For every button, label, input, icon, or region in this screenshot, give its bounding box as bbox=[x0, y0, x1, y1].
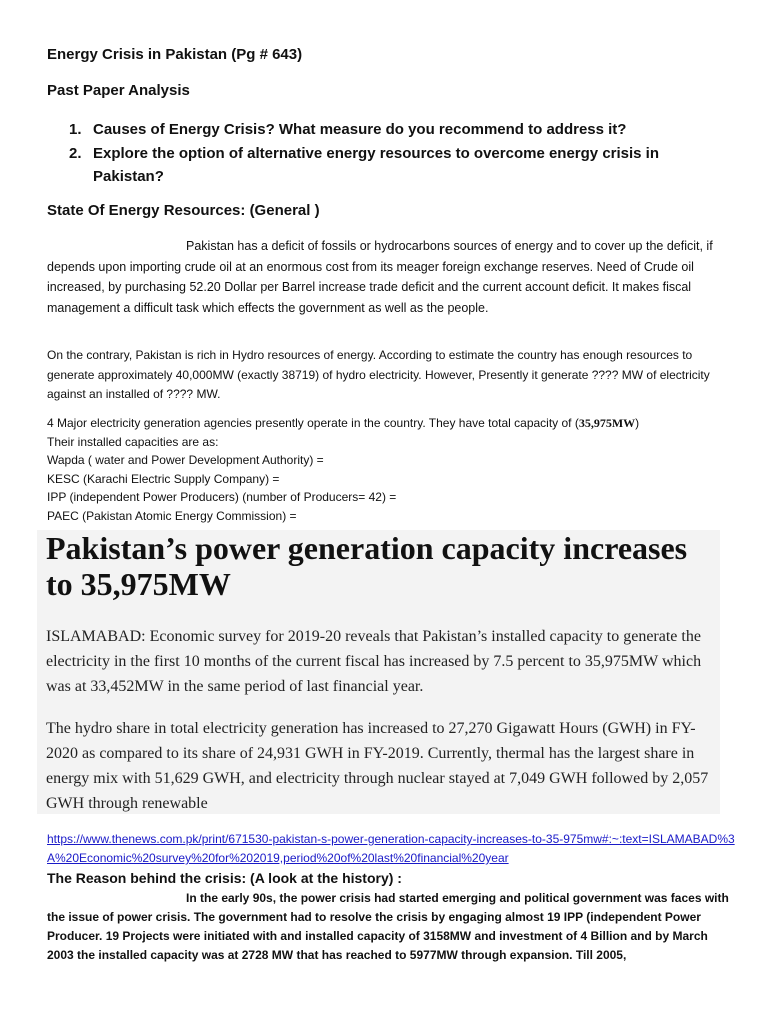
capacity-value: 35,975MW bbox=[578, 416, 636, 430]
paragraph-deficit: Pakistan has a deficit of fossils or hydrocarbons sources of energy and to cover up the deficit, if depends upon importing crude oil at an enormous cost from its meager foreign exchange reserves. Need of Crude oil increased, by purchasing 52.20 Dollar per Barrel increase trade deficit and the current account deficit. It makes fiscal management a difficult task which effects the government as well as the people. bbox=[47, 239, 713, 315]
question-text: Causes of Energy Crisis? What measure do you recommend to address it? bbox=[93, 121, 627, 138]
news-paragraph-1: ISLAMABAD: Economic survey for 2019-20 reveals that Pakistan’s installed capacity to generate the electricity in the first 10 months of the current fiscal has increased by 7.5 percent to 35,975MW which was at 33,452MW in the same period of last financial year. bbox=[46, 628, 702, 695]
section-subtitle: Past Paper Analysis bbox=[47, 82, 190, 99]
agency-wapda: Wapda ( water and Power Development Authority) = bbox=[47, 453, 324, 467]
list-item bbox=[47, 118, 727, 141]
news-paragraph-2: The hydro share in total electricity generation has increased to 27,270 Gigawatt Hours (GWH) in FY-2020 as compared to its share of 24,931 GWH in FY-2019. Currently, thermal has the largest share in energy mix with 51,629 GWH, and electricity through nuclear stayed at 7,049 GWH followed by 2,057 GWH through renewable bbox=[46, 720, 709, 812]
agency-kesc: KESC (Karachi Electric Supply Company) = bbox=[47, 471, 280, 486]
question-number: 1. bbox=[69, 121, 82, 138]
news-headline: Pakistan’s power generation capacity increases to 35,975MW bbox=[46, 530, 688, 602]
agencies-intro: 4 Major electricity generation agencies presently operate in the country. They have total capacity of ( bbox=[47, 416, 579, 430]
agency-paec: PAEC (Pakistan Atomic Energy Commission) = bbox=[47, 508, 297, 523]
installed-line: Their installed capacities are as: bbox=[47, 434, 219, 449]
source-link[interactable]: https://www.thenews.com.pk/print/671530-pakistan-s-power-generation-capacity-increases-to-35-975mw#:~:text=ISLAMABAD%3A%20Economic%20survey%20for%202019,period%20of%20last%20financial%20year bbox=[47, 832, 735, 865]
question-number: 2. bbox=[69, 145, 82, 162]
agency-ipp: IPP (independent Power Producers) (number of Producers= 42) = bbox=[47, 490, 397, 504]
state-heading: State Of Energy Resources: (General ) bbox=[47, 202, 320, 219]
paragraph-agencies bbox=[47, 414, 737, 525]
paragraph-hydro: On the contrary, Pakistan is rich in Hydro resources of energy. According to estimate the country has enough resources to generate approximately 40,000MW (exactly 38719) of hydro electricity. However, Presently it generate ???? MW of electricity against an installed of ???? MW. bbox=[47, 348, 710, 401]
list-item bbox=[47, 142, 727, 188]
reason-heading: The Reason behind the crisis: (A look at the history) : bbox=[47, 870, 402, 886]
question-list bbox=[47, 118, 727, 189]
paragraph-history: In the early 90s, the power crisis had started emerging and political government was faces with the issue of power crisis. The government had to resolve the crisis by engaging almost 19 IPP (independent Power Producer. 19 Projects were initiated with and installed capacity of 3158MW and investment of 4 Billion and by March 2003 the installed capacity was at 2728 MW that has reached to 5977MW through expansion. Till 2005, bbox=[47, 891, 729, 962]
document-title: Energy Crisis in Pakistan (Pg # 643) bbox=[47, 46, 303, 63]
question-text: Explore the option of alternative energy resources to overcome energy crisis in Pakistan? bbox=[93, 145, 660, 185]
capacity-close: ) bbox=[635, 416, 640, 430]
